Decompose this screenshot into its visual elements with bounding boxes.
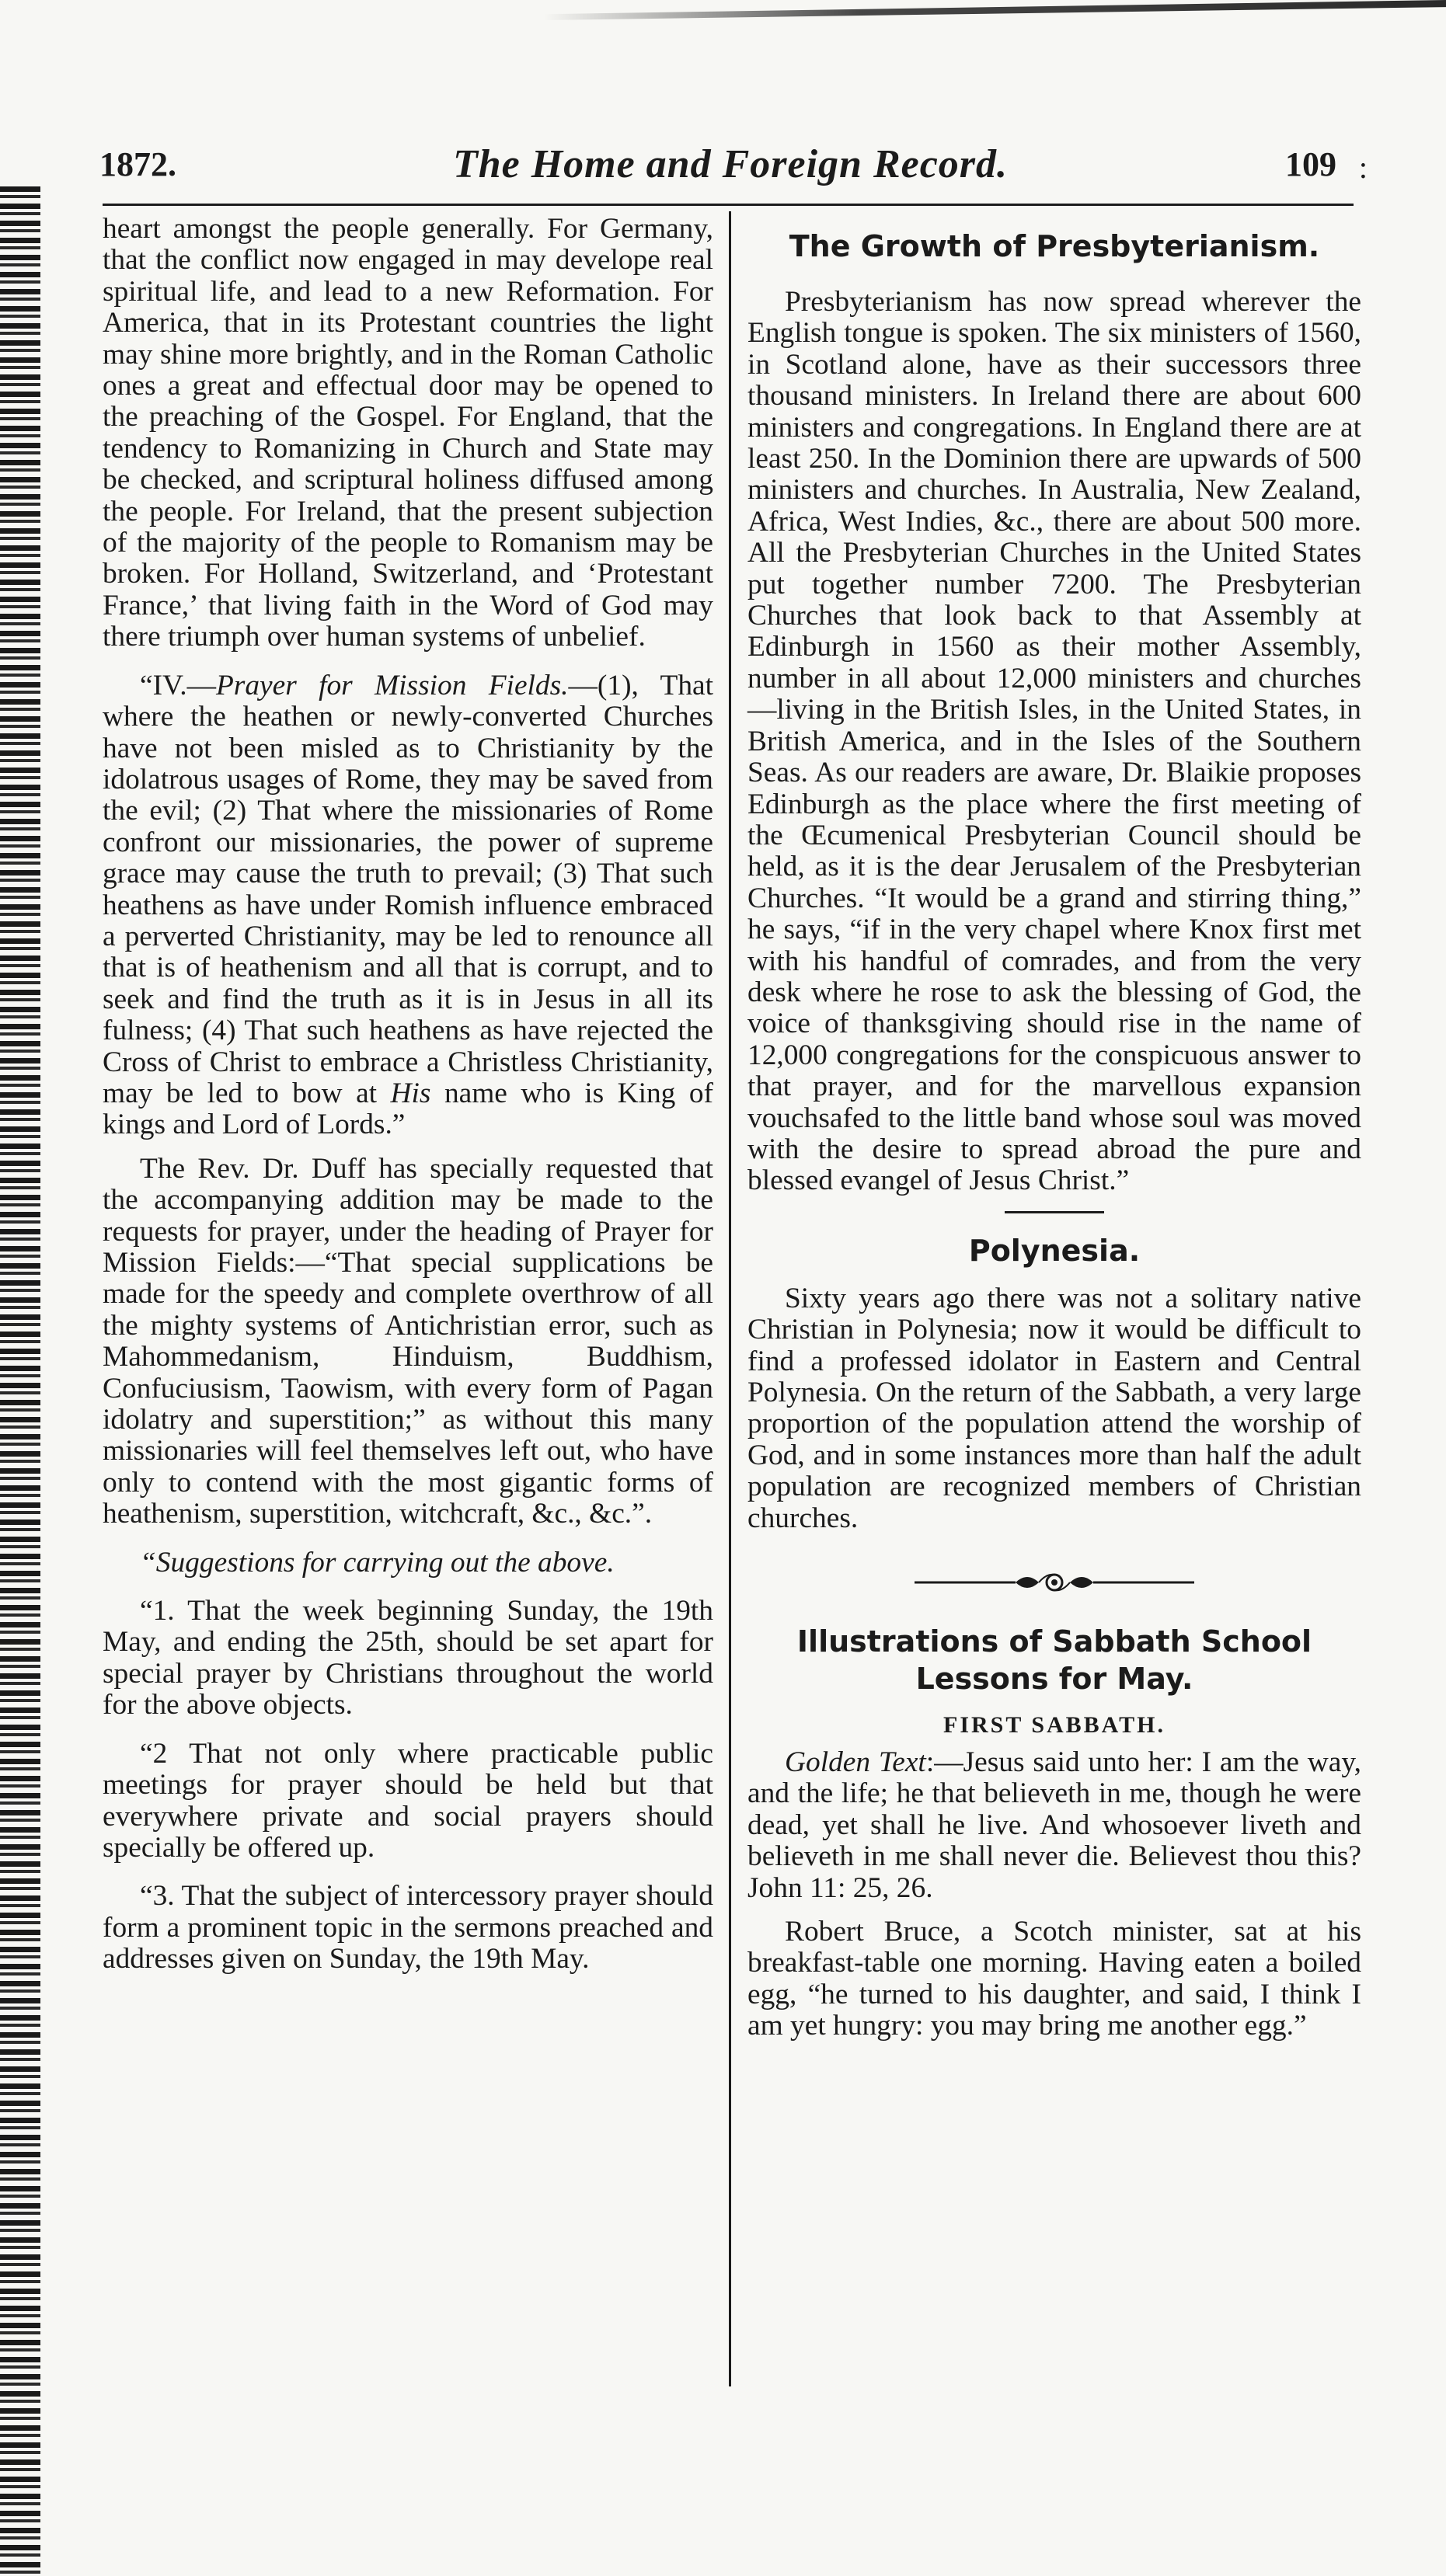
mission-fields-lead: “IV.—: [140, 669, 216, 701]
mission-fields-paragraph: [103, 670, 713, 1141]
header-rule: [103, 204, 1354, 206]
journal-title: The Home and Foreign Record.: [452, 142, 1009, 186]
mission-fields-end: name who is King of kings and Lord of Lords.”: [103, 1077, 713, 1141]
right-column: [747, 214, 1361, 2042]
suggestion-item: “1. That the week beginning Sunday, the 19th May, and ending the 25th, should be set apart for special prayer by Christians throughout the world for the above objects.: [103, 1595, 713, 1721]
mission-fields-body: —(1), That where the heathen or newly-converted Churches have not been misled as to Christianity by the idolatrous usages of Rome, they may be saved from the evil; (2) That where the missionaries of Rome confront our missionaries, the power of supreme grace may cause the truth to prevail; (3) That such heathens as have under Romish influence embraced a perverted Christianity, may be led to renounce all that is of heathenism and all that is corrupt, and to seek and find the truth as it is in Jesus in all its fulness; (4) That such heathens as have rejected the Cross of Christ to embrace a Christless Christianity, may be led to bow at: [103, 669, 714, 1109]
growth-paragraph: Presbyterianism has now spread wherever the English tongue is spoken. The six ministers of 1560, in Scotland alone, have as their successors three thousand ministers. In Ireland there are about 600 ministers and congregations. In England there are at least 250. In the Dominion there are upwards of 500 ministers and churches. In Australia, New Zealand, Africa, West Indies, &c., there are about 500 more. All the Presbyterian Churches in the United States put together number 7200. The Presbyterian Churches that look back to that Assembly at Edinburgh in 1560 as their mother Assembly, number in all about 12,000 ministers and churches—living in the British Isles, in the United States, in British America, and in the Isles of the Southern Seas. As our readers are aware, Dr. Blaikie proposes Edinburgh as the place where the first meeting of the Œcumenical Presbyterian Council should be held, as it is the dear Jerusalem of the Presbyterian Churches. “It would be a grand and stirring thing,” he says, “if in the very chapel where Knox first met with his handful of comrades, and from the very desk where he rose to ask the blessing of God, the voice of thanksgiving should rise in the name of 12,000 congregations for the conspicuous answer to that prayer, and for the marvellous expansion vouchsafed to the little band whose soul was moved with the desire to spread abroad the pure and blessed evangel of Jesus Christ.”: [747, 286, 1361, 1197]
edge-mark: :: [1358, 150, 1368, 185]
growth-heading: The Growth of Presbyterianism.: [789, 229, 1320, 263]
first-sabbath-label: FIRST SABBATH.: [943, 1712, 1166, 1739]
mission-fields-heading: Prayer for Mission Fields.: [215, 669, 569, 701]
golden-text-label: Golden Text: [785, 1746, 926, 1779]
section-rule: [1005, 1211, 1104, 1213]
page-edge-top: [544, 0, 1446, 20]
running-header: [93, 140, 1368, 202]
duff-paragraph: The Rev. Dr. Duff has specially requested that the accompanying addition may be made to the requests for prayer, under the heading of Prayer for Mission Fields:—“That special supplications be made for the speedy and complete overthrow of all the mighty systems of Antichristian error, such as Mahommedanism, Hinduism, Buddhism, Confuciusism, Taowism, with every form of Pagan idolatry and superstition;” as without this many missionaries will feel themselves left out, who have only to contend with the most gigantic forms of heathenism, superstition, witchcraft, &c., &c.”.: [103, 1152, 713, 1530]
page-edge-left: [0, 186, 40, 2576]
left-column: [103, 214, 713, 1976]
suggestion-item: “3. That the subject of intercessory prayer should form a prominent topic in the sermons preached and addresses given on Sunday, the 19th May.: [103, 1880, 713, 1976]
page-number: 109: [1285, 145, 1336, 183]
illustrations-heading: Illustrations of Sabbath School Lessons for May.: [796, 1624, 1312, 1697]
ornament-divider: [915, 1568, 1194, 1596]
column-divider: [729, 211, 731, 2386]
polynesia-heading: Polynesia.: [968, 1233, 1141, 1268]
suggestion-item: “2 That not only where practicable public meetings for prayer should be held but that everywhere private and social prayers should specially be offered up.: [103, 1737, 713, 1864]
his-word: His: [390, 1077, 431, 1109]
golden-text-paragraph: [747, 1747, 1361, 1904]
story-paragraph: Robert Bruce, a Scotch minister, sat at his breakfast-table one morning. Having eaten a boiled egg, “he turned to his daughter, and said, I think I am yet hungry: you may bring me another egg.”: [747, 1916, 1361, 2042]
golden-text-body: :—Jesus said unto her: I am the way, and the life; he that believeth in me, though he were dead, yet shall he live. And whosoever liveth and believeth in me shall never die. Believest thou this? John 11: 25, 26.: [747, 1746, 1362, 1904]
polynesia-paragraph: Sixty years ago there was not a solitary native Christian in Polynesia; now it would be difficult to find a professed idolator in Eastern and Central Polynesia. On the return of the Sabbath, a very large proportion of the population attend the worship of God, and in some instances more than half the adult population are recognized members of Christian churches.: [747, 1282, 1361, 1534]
suggestions-heading: “Suggestions for carrying out the above.: [140, 1546, 615, 1579]
header-year: 1872.: [99, 145, 176, 183]
continued-paragraph: heart amongst the people generally. For Germany, that the conflict now engaged in may develope real spiritual life, and lead to a new Reformation. For America, that in its Protestant countries the light may shine more brightly, and in the Roman Catholic ones a great and effectual door may be opened to the preaching of the Gospel. For England, that the tendency to Romanizing in Church and State may be checked, and scriptural holiness diffused among the people. For Ireland, that the present subjection of the majority of the people to Romanism may be broken. For Holland, Switzerland, and ‘Protestant France,’ that living faith in the Word of God may there triumph over human systems of unbelief.: [103, 213, 713, 653]
